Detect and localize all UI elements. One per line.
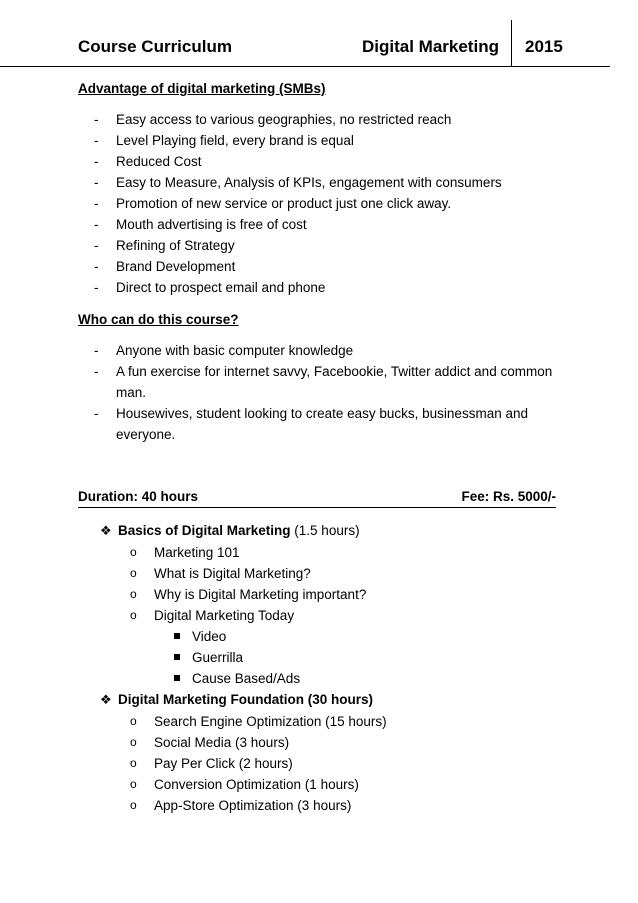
list-item: - Brand Development — [94, 259, 236, 274]
square-bullet-icon — [174, 633, 180, 639]
list-item: o Conversion Optimization (1 hours) — [130, 774, 387, 795]
list-item: - Direct to prospect email and phone — [94, 280, 326, 295]
advantages-list — [78, 109, 586, 298]
course-fee: Fee: Rs. 5000/- — [461, 489, 556, 504]
list-item: - Easy access to various geographies, no restricted reach — [94, 112, 452, 127]
list-item: o Digital Marketing Today — [130, 605, 366, 626]
module-foundation-topics — [130, 711, 387, 816]
advantages-heading: Advantage of digital marketing (SMBs) — [78, 81, 326, 96]
header-divider-horizontal — [0, 66, 610, 67]
diamond-bullet-icon: ❖ — [100, 692, 112, 707]
course-duration: Duration: 40 hours — [78, 489, 199, 504]
module-basics: ❖ Basics of Digital Marketing (1.5 hours) — [100, 520, 360, 541]
circle-bullet-icon: o — [130, 756, 137, 770]
list-item: o Social Media (3 hours) — [130, 732, 387, 753]
circle-bullet-icon: o — [130, 545, 137, 559]
module-basics-topics — [130, 542, 366, 626]
circle-bullet-icon: o — [130, 777, 137, 791]
duration-fee-row — [78, 488, 556, 508]
square-bullet-icon — [174, 654, 180, 660]
circle-bullet-icon: o — [130, 735, 137, 749]
module-basics-subtopics — [174, 626, 300, 689]
list-item: - Anyone with basic computer knowledge — [94, 343, 354, 358]
list-item: - Promotion of new service or product just one click away. — [94, 196, 452, 211]
audience-heading: Who can do this course? — [78, 312, 239, 327]
module-foundation: ❖ Digital Marketing Foundation (30 hours) — [100, 689, 373, 710]
list-item: o App-Store Optimization (3 hours) — [130, 795, 387, 816]
diamond-bullet-icon: ❖ — [100, 523, 112, 538]
audience-list — [78, 340, 586, 445]
square-bullet-icon — [174, 675, 180, 681]
circle-bullet-icon: o — [130, 608, 137, 622]
header-divider-vertical — [511, 20, 512, 67]
header-course-curriculum: Course Curriculum — [78, 37, 232, 56]
list-item: - Housewives, student looking to create easy bucks, businessman and everyone. — [94, 406, 528, 442]
circle-bullet-icon: o — [130, 798, 137, 812]
list-item: o Pay Per Click (2 hours) — [130, 753, 387, 774]
circle-bullet-icon: o — [130, 714, 137, 728]
list-item: o Search Engine Optimization (15 hours) — [130, 711, 387, 732]
list-item: - Reduced Cost — [94, 154, 202, 169]
list-item: Cause Based/Ads — [174, 668, 300, 689]
list-item: Video — [174, 626, 300, 647]
list-item: - Mouth advertising is free of cost — [94, 217, 307, 232]
circle-bullet-icon: o — [130, 566, 137, 580]
list-item: Guerrilla — [174, 647, 300, 668]
list-item: - A fun exercise for internet savvy, Facebookie, Twitter addict and common man. — [94, 364, 553, 400]
header-subject: Digital Marketing — [362, 37, 499, 56]
list-item: - Refining of Strategy — [94, 238, 235, 253]
list-item: o Why is Digital Marketing important? — [130, 584, 366, 605]
list-item: - Level Playing field, every brand is equal — [94, 133, 354, 148]
header-year: 2015 — [525, 37, 563, 56]
circle-bullet-icon: o — [130, 587, 137, 601]
list-item: o Marketing 101 — [130, 542, 366, 563]
list-item: o What is Digital Marketing? — [130, 563, 366, 584]
list-item: - Easy to Measure, Analysis of KPIs, engagement with consumers — [94, 175, 502, 190]
